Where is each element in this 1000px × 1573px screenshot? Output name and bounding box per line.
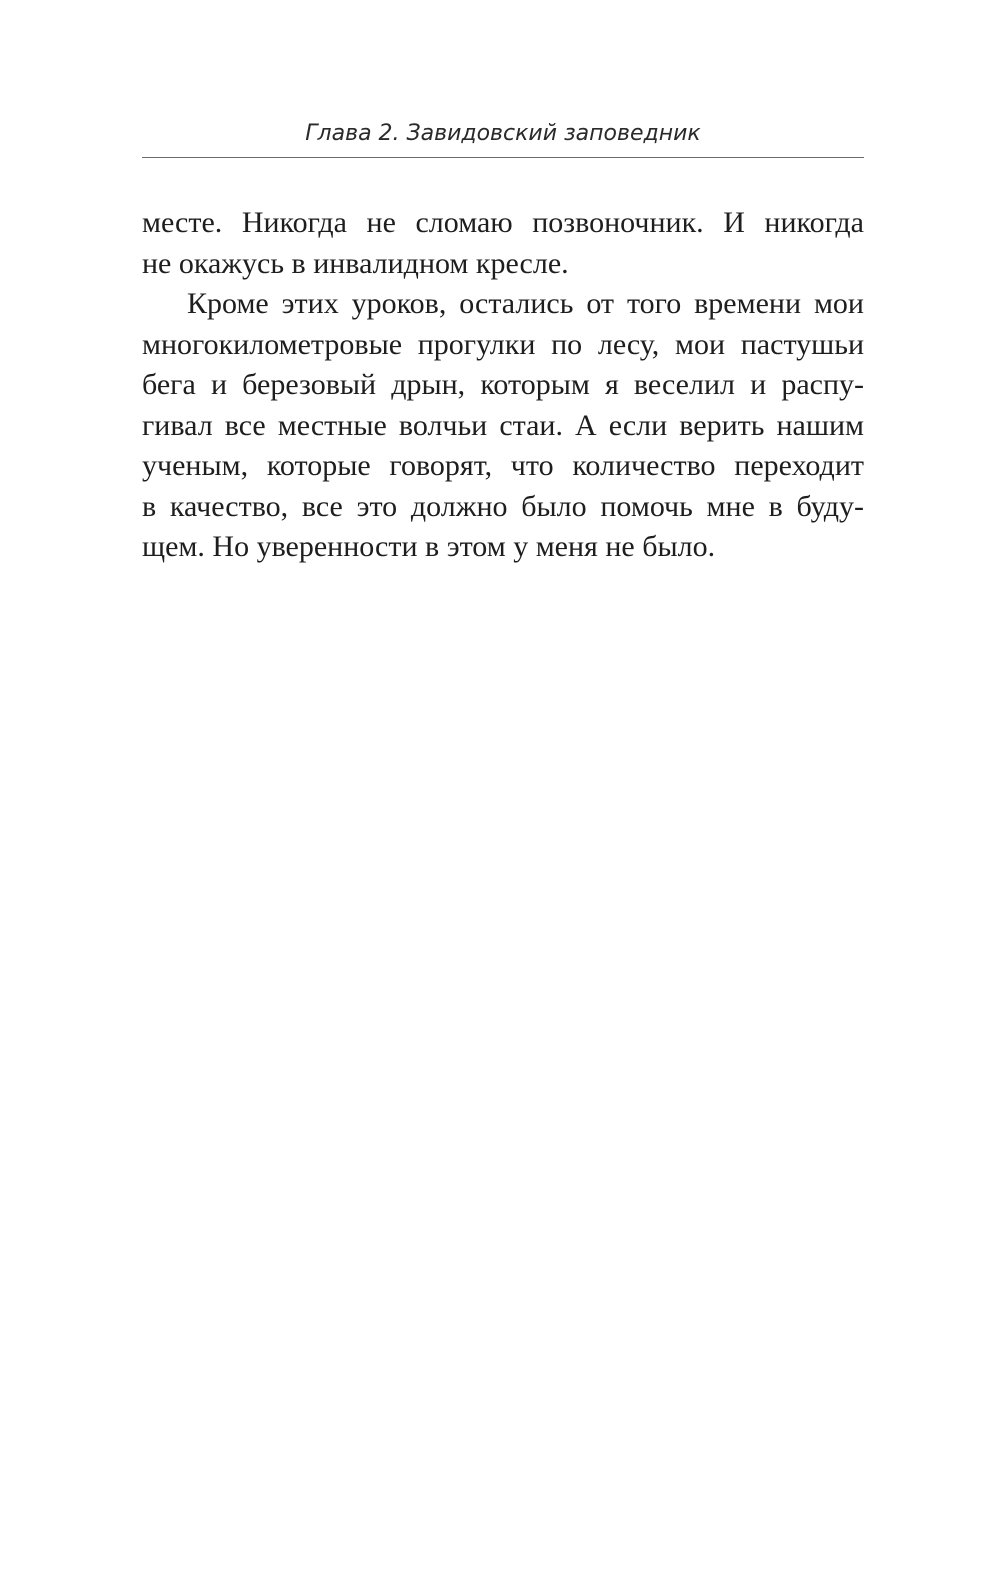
text-line: в качество, все это должно было помочь мне в буду- bbox=[142, 489, 864, 523]
text-line: месте. Никогда не сломаю позвоночник. И никогда bbox=[142, 206, 864, 239]
text-line: бега и березовый дрын, которым я веселил и распу- bbox=[142, 368, 864, 401]
text-line: не окажусь в инвалидном кресле. bbox=[142, 246, 569, 280]
header-divider bbox=[142, 157, 864, 158]
paragraph bbox=[142, 203, 864, 284]
running-head-title: Глава 2. Завидовский заповедник bbox=[305, 121, 701, 146]
body-text bbox=[142, 203, 864, 568]
text-line: гивал все местные волчьи стаи. А если верить нашим bbox=[142, 408, 864, 442]
paragraph bbox=[142, 284, 864, 568]
text-line: Кроме этих уроков, остались от того времени мои bbox=[187, 287, 864, 320]
text-line: щем. Но уверенности в этом у меня не было. bbox=[142, 530, 716, 563]
text-line: ученым, которые говорят, что количество переходит bbox=[142, 449, 864, 482]
text-line: многокилометровые прогулки по лесу, мои пастушьи bbox=[142, 327, 864, 361]
